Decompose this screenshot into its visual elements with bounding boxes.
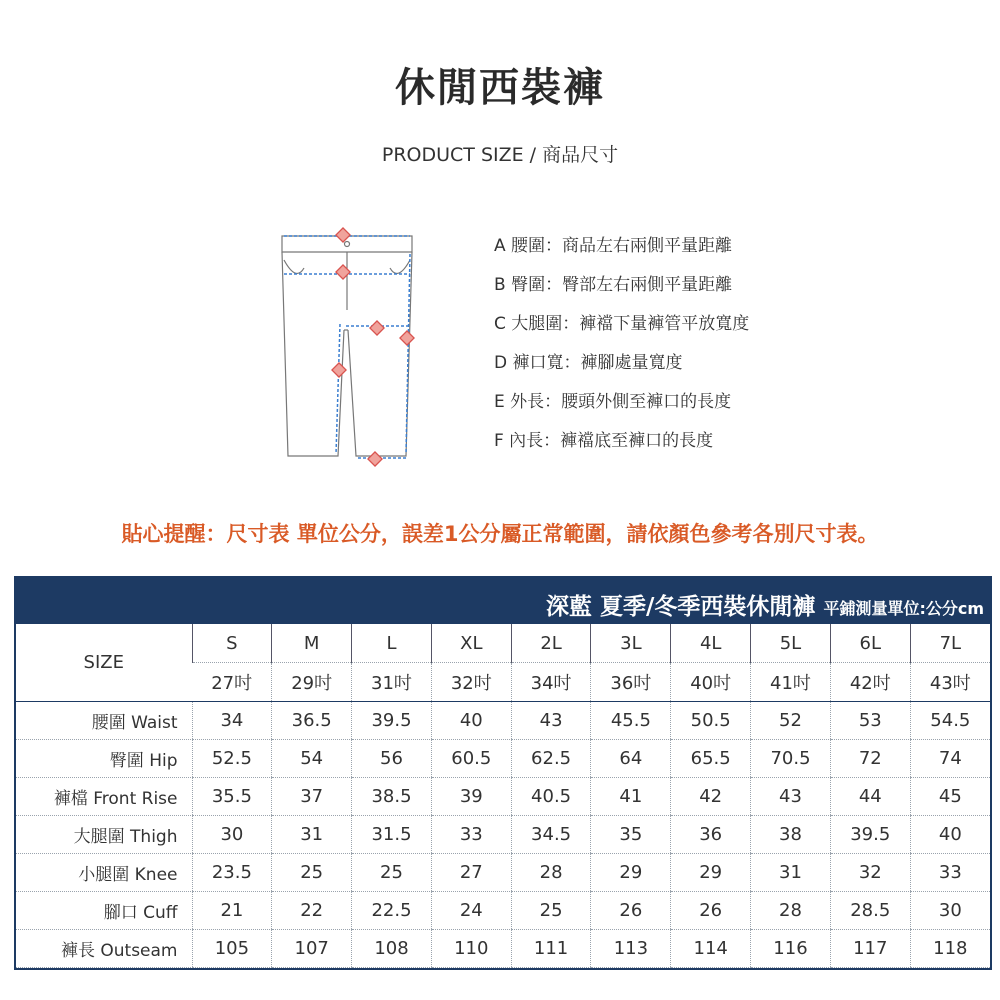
- table-cell: 54: [272, 740, 352, 778]
- row-label: 褲檔 Front Rise: [16, 778, 192, 816]
- table-cell: 21: [192, 892, 272, 930]
- legend-item-c: C 大腿圍：褲襠下量褲管平放寬度: [494, 314, 750, 334]
- marker-a-icon: [336, 228, 350, 242]
- table-cell: 74: [910, 740, 990, 778]
- legend-item-a: A 腰圍：商品左右兩側平量距離: [494, 236, 733, 256]
- size-row: [16, 624, 990, 663]
- size-header-cell: 4L: [671, 624, 751, 663]
- table-cell: 40.5: [511, 778, 591, 816]
- table-cell: 70.5: [751, 740, 831, 778]
- table-cell: 45.5: [591, 702, 671, 740]
- table-cell: 28.5: [830, 892, 910, 930]
- size-header-cell: XL: [431, 624, 511, 663]
- table-cell: 65.5: [671, 740, 751, 778]
- table-cell: 42: [671, 778, 751, 816]
- size-table: [14, 576, 992, 970]
- table-row: [16, 702, 990, 740]
- table-cell: 64: [591, 740, 671, 778]
- inch-header-cell: 31吋: [352, 663, 432, 702]
- table-cell: 40: [431, 702, 511, 740]
- table-cell: 29: [591, 854, 671, 892]
- table-cell: 41: [591, 778, 671, 816]
- inch-header-cell: 32吋: [431, 663, 511, 702]
- row-label: 臀圍 Hip: [16, 740, 192, 778]
- table-cell: 113: [591, 930, 671, 968]
- table-cell: 118: [910, 930, 990, 968]
- table-cell: 45: [910, 778, 990, 816]
- table-cell: 39.5: [830, 816, 910, 854]
- table-cell: 27: [431, 854, 511, 892]
- table-cell: 38: [751, 816, 831, 854]
- table-cell: 62.5: [511, 740, 591, 778]
- table-cell: 25: [511, 892, 591, 930]
- table-cell: 24: [431, 892, 511, 930]
- size-header-cell: S: [192, 624, 272, 663]
- marker-d-icon: [368, 452, 382, 466]
- row-label: 小腿圍 Knee: [16, 854, 192, 892]
- row-label: 腰圍 Waist: [16, 702, 192, 740]
- table-cell: 107: [272, 930, 352, 968]
- table-header-title: 深藍 夏季/冬季西裝休閒褲: [546, 594, 824, 620]
- table-row: [16, 816, 990, 854]
- table-cell: 30: [910, 892, 990, 930]
- table-cell: 34: [192, 702, 272, 740]
- table-header: [16, 576, 990, 624]
- size-header-cell: 7L: [910, 624, 990, 663]
- inch-header-cell: 36吋: [591, 663, 671, 702]
- row-label: 大腿圍 Thigh: [16, 816, 192, 854]
- row-label: 褲長 Outseam: [16, 930, 192, 968]
- legend-item-b: B 臀圍：臀部左右兩側平量距離: [494, 275, 733, 295]
- table-cell: 38.5: [352, 778, 432, 816]
- table-cell: 39.5: [352, 702, 432, 740]
- table-cell: 31: [751, 854, 831, 892]
- table-cell: 39: [431, 778, 511, 816]
- inch-header-cell: 34吋: [511, 663, 591, 702]
- table-cell: 117: [830, 930, 910, 968]
- inch-header-cell: 41吋: [751, 663, 831, 702]
- table-cell: 43: [751, 778, 831, 816]
- size-note: 貼心提醒：尺寸表 單位公分，誤差1公分屬正常範圍，請依顏色參考各別尺寸表。: [121, 522, 879, 546]
- table-row: [16, 778, 990, 816]
- inch-header-cell: 27吋: [192, 663, 272, 702]
- page-title: 休閒西裝褲: [395, 65, 605, 111]
- table-cell: 50.5: [671, 702, 751, 740]
- table-cell: 110: [431, 930, 511, 968]
- size-header-cell: 2L: [511, 624, 591, 663]
- size-header-cell: L: [352, 624, 432, 663]
- table-cell: 52: [751, 702, 831, 740]
- table-cell: 22.5: [352, 892, 432, 930]
- size-header-cell: 3L: [591, 624, 671, 663]
- table-cell: 28: [511, 854, 591, 892]
- table-cell: 25: [352, 854, 432, 892]
- table-cell: 34.5: [511, 816, 591, 854]
- marker-b-icon: [336, 265, 350, 279]
- table-cell: 105: [192, 930, 272, 968]
- page-subtitle: PRODUCT SIZE / 商品尺寸: [381, 144, 619, 166]
- table-cell: 28: [751, 892, 831, 930]
- table-cell: 25: [272, 854, 352, 892]
- inch-header-cell: 42吋: [830, 663, 910, 702]
- size-header-cell: 5L: [751, 624, 831, 663]
- table-header-unit: 平鋪測量單位:公分cm: [823, 599, 984, 618]
- table-cell: 36.5: [272, 702, 352, 740]
- size-label: SIZE: [16, 624, 192, 702]
- marker-f-icon: [332, 363, 346, 377]
- size-grid: [16, 624, 990, 968]
- table-cell: 35: [591, 816, 671, 854]
- table-cell: 33: [910, 854, 990, 892]
- table-cell: 116: [751, 930, 831, 968]
- marker-e-icon: [400, 331, 414, 345]
- table-cell: 37: [272, 778, 352, 816]
- table-row: [16, 892, 990, 930]
- table-cell: 56: [352, 740, 432, 778]
- table-cell: 54.5: [910, 702, 990, 740]
- table-cell: 40: [910, 816, 990, 854]
- marker-c-icon: [370, 321, 384, 335]
- size-header-cell: 6L: [830, 624, 910, 663]
- table-row: [16, 740, 990, 778]
- table-cell: 31.5: [352, 816, 432, 854]
- size-header-cell: M: [272, 624, 352, 663]
- table-row: [16, 930, 990, 968]
- table-cell: 26: [671, 892, 751, 930]
- table-row: [16, 854, 990, 892]
- table-cell: 31: [272, 816, 352, 854]
- legend-item-f: F 內長：褲襠底至褲口的長度: [494, 431, 714, 451]
- table-cell: 32: [830, 854, 910, 892]
- table-cell: 33: [431, 816, 511, 854]
- row-label: 腳口 Cuff: [16, 892, 192, 930]
- table-cell: 43: [511, 702, 591, 740]
- table-cell: 26: [591, 892, 671, 930]
- legend-item-d: D 褲口寬：褲腳處量寬度: [494, 353, 683, 373]
- table-cell: 114: [671, 930, 751, 968]
- table-cell: 72: [830, 740, 910, 778]
- table-cell: 44: [830, 778, 910, 816]
- inch-header-cell: 40吋: [671, 663, 751, 702]
- measurement-legend: [494, 232, 749, 466]
- table-cell: 22: [272, 892, 352, 930]
- pants-diagram: [270, 220, 430, 470]
- legend-item-e: E 外長：腰頭外側至褲口的長度: [494, 392, 732, 412]
- table-cell: 35.5: [192, 778, 272, 816]
- table-cell: 111: [511, 930, 591, 968]
- table-cell: 36: [671, 816, 751, 854]
- table-cell: 108: [352, 930, 432, 968]
- table-cell: 53: [830, 702, 910, 740]
- inch-header-cell: 43吋: [910, 663, 990, 702]
- inch-header-cell: 29吋: [272, 663, 352, 702]
- table-cell: 23.5: [192, 854, 272, 892]
- table-cell: 60.5: [431, 740, 511, 778]
- table-cell: 52.5: [192, 740, 272, 778]
- table-cell: 29: [671, 854, 751, 892]
- table-cell: 30: [192, 816, 272, 854]
